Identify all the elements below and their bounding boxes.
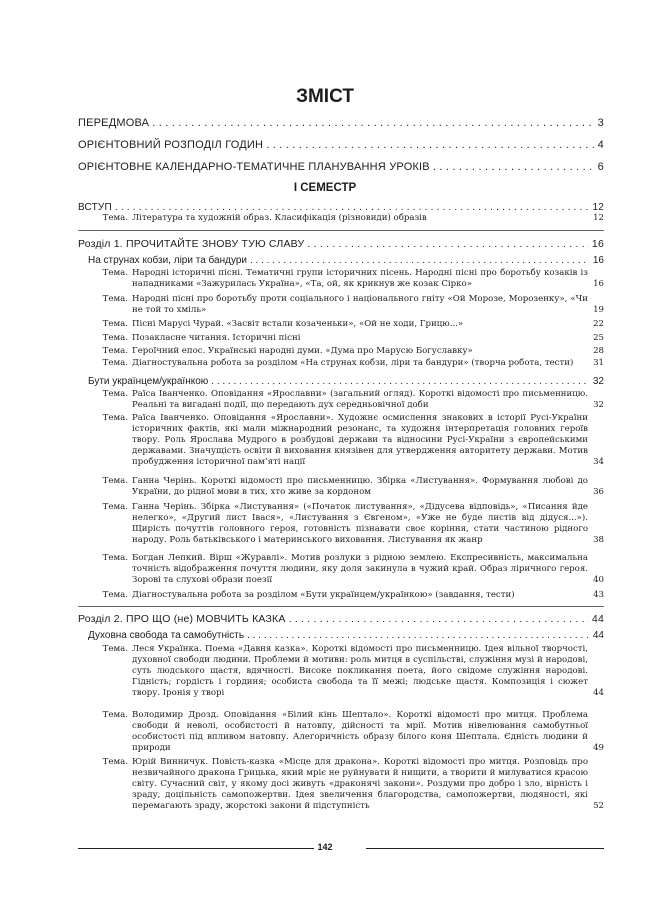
tema-entry[interactable]	[88, 590, 604, 601]
entry-page: 3	[597, 117, 604, 129]
toc-entry-planning[interactable]	[78, 161, 604, 173]
tema-page: 22	[593, 319, 604, 329]
tema-entry[interactable]	[88, 268, 604, 290]
tema-page: 52	[593, 800, 604, 811]
entry-label: ОРІЄНТОВНИЙ РОЗПОДІЛ ГОДИН	[78, 139, 264, 151]
toc-entry-vstup[interactable]	[78, 202, 604, 213]
tema-text: Література та художній образ. Класифікація (різновиди) образів	[132, 213, 427, 223]
entry-label: Розділ 2. ПРО ЩО (не) МОВЧИТЬ КАЗКА	[78, 613, 286, 625]
tema-page: 25	[593, 333, 604, 343]
divider	[78, 230, 604, 231]
entry-page: 44	[591, 613, 604, 625]
entry-page: 4	[597, 139, 604, 151]
tema-page: 28	[593, 346, 604, 356]
tema-label: Тема.	[102, 502, 128, 512]
tema-label: Тема.	[102, 346, 128, 356]
toc-entry-section-1[interactable]	[78, 238, 604, 250]
tema-text: Раїса Іванченко. Оповідання «Ярославни» (загальний огляд). Короткі відомості про письменницю. Реальні та вигадані події, що передають дух середньовічної доби	[132, 389, 588, 410]
tema-page: 38	[593, 534, 604, 545]
tema-entry[interactable]	[88, 413, 604, 468]
tema-label: Тема.	[102, 358, 128, 368]
tema-text: Героїчний епос. Українські народні думи. «Дума про Марусю Богуславку»	[132, 346, 473, 356]
tema-text: Діагностувальна робота за розділом «На струнах кобзи, ліри та бандури» (творча робота, тести)	[132, 358, 574, 368]
toc-entry-foreword[interactable]	[78, 117, 604, 129]
toc-subsection-2[interactable]	[88, 376, 604, 387]
divider	[78, 606, 604, 607]
tema-entry[interactable]	[88, 358, 604, 369]
tema-page: 44	[593, 687, 604, 698]
tema-page: 31	[593, 358, 604, 368]
tema-label: Тема.	[102, 590, 128, 600]
tema-text: Народні історичні пісні. Тематичні групи історичних пісень. Народні пісні про боротьбу козаків із нападниками «Зажурилась Україна», «Та, ой, як крикнув же козак Сірко»	[132, 268, 588, 289]
toc-subsection-3[interactable]	[88, 630, 604, 641]
tema-page: 40	[593, 574, 604, 585]
tema-page: 34	[593, 456, 604, 467]
entry-page: 16	[591, 238, 604, 250]
tema-page: 49	[593, 742, 604, 753]
tema-entry[interactable]	[88, 319, 604, 330]
entry-label: ВСТУП	[78, 202, 112, 213]
tema-entry[interactable]	[88, 346, 604, 357]
page-title: ЗМІСТ	[296, 86, 354, 107]
tema-text: Юрій Винничук. Повість-казка «Місце для дракона». Короткі відомості про митця. Розповідь про незвичайного дракона Грицька, який мріє не руйнувати й нищити, а творити й милуватися красою світу. Сучасний світ, у якому досі живуть «драконячі закони». Роздуми про добро і зло, вірність і зраду, доцільність самопожертви. Ідея звеличення благородства, самопожертви, людяності, які перемагають зраду, жорстокі закони й підступність	[132, 757, 588, 811]
tema-entry[interactable]	[88, 644, 604, 699]
subsection-label: На струнах кобзи, ліри та бандури	[88, 255, 247, 266]
tema-label: Тема.	[102, 319, 128, 329]
subsection-label: Бути українцем/українкою	[88, 376, 209, 387]
toc-entry-section-2[interactable]	[78, 613, 604, 625]
tema-text: Володимир Дрозд. Оповідання «Білий кінь Шептало». Короткі відомості про митця. Проблема свободи й неволі, особистості й натовпу, дійсності та мрії. Мотив нівелювання самобутньої особистості під впливом натовпу. Алегоричність образу білого коня Шептала. Єдність людини й природи	[132, 710, 588, 753]
subsection-page: 16	[592, 255, 604, 266]
tema-entry[interactable]	[88, 476, 604, 498]
tema-label: Тема.	[102, 333, 128, 343]
tema-entry[interactable]	[88, 389, 604, 411]
tema-entry[interactable]	[88, 553, 604, 586]
toc-entry-hours[interactable]	[78, 139, 604, 151]
subsection-page: 32	[592, 376, 604, 387]
tema-entry[interactable]	[88, 333, 604, 344]
tema-text: Леся Українка. Поема «Давня казка». Короткі відомості про письменницю. Ідея вільної творчості, духовної свободи людини. Проблеми й мотиви: роль митця в суспільстві, служіння музі й народові, суть людського щастя, вдячності. Високе покликання поета, його свідоме служіння народові. Гідність; гордість і гординя; особиста свобода та її межі; людське щастя. Композиція і сюжет твору. Іронія у творі	[132, 644, 588, 698]
tema-page: 12	[593, 213, 604, 223]
tema-page: 19	[593, 304, 604, 315]
tema-label: Тема.	[102, 757, 128, 767]
tema-text: Пісні Марусі Чурай. «Засвіт встали козаченьки», «Ой не ходи, Грицю...»	[132, 319, 464, 329]
tema-entry[interactable]	[88, 213, 604, 224]
tema-label: Тема.	[102, 213, 128, 223]
tema-label: Тема.	[102, 553, 128, 563]
tema-label: Тема.	[102, 710, 128, 720]
tema-text: Ганна Черінь. Збірка «Листування» («Початок листування», «Дідусева відповідь», «Писання йде нелегко», «Другий лист Івася», «Листування з Євгеном», «Уже не буде листів від дідуся...»). Щирість почуттів головного героя, готовність пізнавати своє коріння, стати частиною рідного народу. Роль батьківського і материнського виховання. Листування як жанр	[132, 502, 588, 545]
tema-text: Ганна Черінь. Короткі відомості про письменницю. Збірка «Листування». Формування любові до України, до рідної мови в тих, хто живе за кордоном	[132, 476, 588, 497]
tema-label: Тема.	[102, 644, 128, 654]
tema-page: 16	[593, 278, 604, 289]
entry-label: ОРІЄНТОВНЕ КАЛЕНДАРНО-ТЕМАТИЧНЕ ПЛАНУВАННЯ УРОКІВ	[78, 161, 430, 173]
tema-text: Богдан Лепкий. Вірш «Журавлі». Мотив розлуки з рідною землею. Експресивність, максимальна точність відображення почуття людини, яку доля закинула в чужий край. Образ ліричного героя. Зорові та слухові образи поезії	[132, 553, 588, 585]
tema-entry[interactable]	[88, 502, 604, 546]
tema-label: Тема.	[102, 476, 128, 486]
tema-label: Тема.	[102, 389, 128, 399]
entry-label: ПЕРЕДМОВА	[78, 117, 150, 129]
semester-heading: І СЕМЕСТР	[293, 182, 357, 194]
tema-text: Народні пісні про боротьбу проти соціального і національного гніту «Ой Морозе, Морозенку», «Чи не той то хміль»	[132, 294, 588, 315]
tema-page: 36	[593, 486, 604, 497]
tema-label: Тема.	[102, 268, 128, 278]
tema-text: Позакласне читання. Історичні пісні	[132, 333, 301, 343]
entry-label: Розділ 1. ПРОЧИТАЙТЕ ЗНОВУ ТУЮ СЛАВУ	[78, 238, 305, 250]
tema-entry[interactable]	[88, 757, 604, 812]
tema-text: Раїса Іванченко. Оповідання «Ярославни». Художнє осмислення знакових в історії Русі-України історичних фактів, які мали міжнародний резонанс, та художня інтерпретація головних героїв твору. Роль Ярослава Мудрого в розбудові держави та відносини Русі-України з європейськими державами. Значущість освіти й виховання князівен для утвердження авторитету держави. Мотив пробудження історичної пам’яті нації	[132, 413, 588, 467]
page-number: 142	[317, 842, 333, 852]
tema-label: Тема.	[102, 294, 128, 304]
tema-entry[interactable]	[88, 710, 604, 754]
tema-page: 43	[593, 590, 604, 600]
tema-entry[interactable]	[88, 294, 604, 316]
subsection-page: 44	[592, 630, 604, 641]
tema-text: Діагностувальна робота за розділом «Бути українцем/українкою» (завдання, тести)	[132, 590, 515, 600]
entry-page: 6	[597, 161, 604, 173]
subsection-label: Духовна свобода та самобутність	[88, 630, 245, 641]
tema-page: 32	[593, 399, 604, 410]
toc-subsection-1[interactable]	[88, 255, 604, 266]
tema-label: Тема.	[102, 413, 128, 423]
entry-page: 12	[592, 202, 604, 213]
